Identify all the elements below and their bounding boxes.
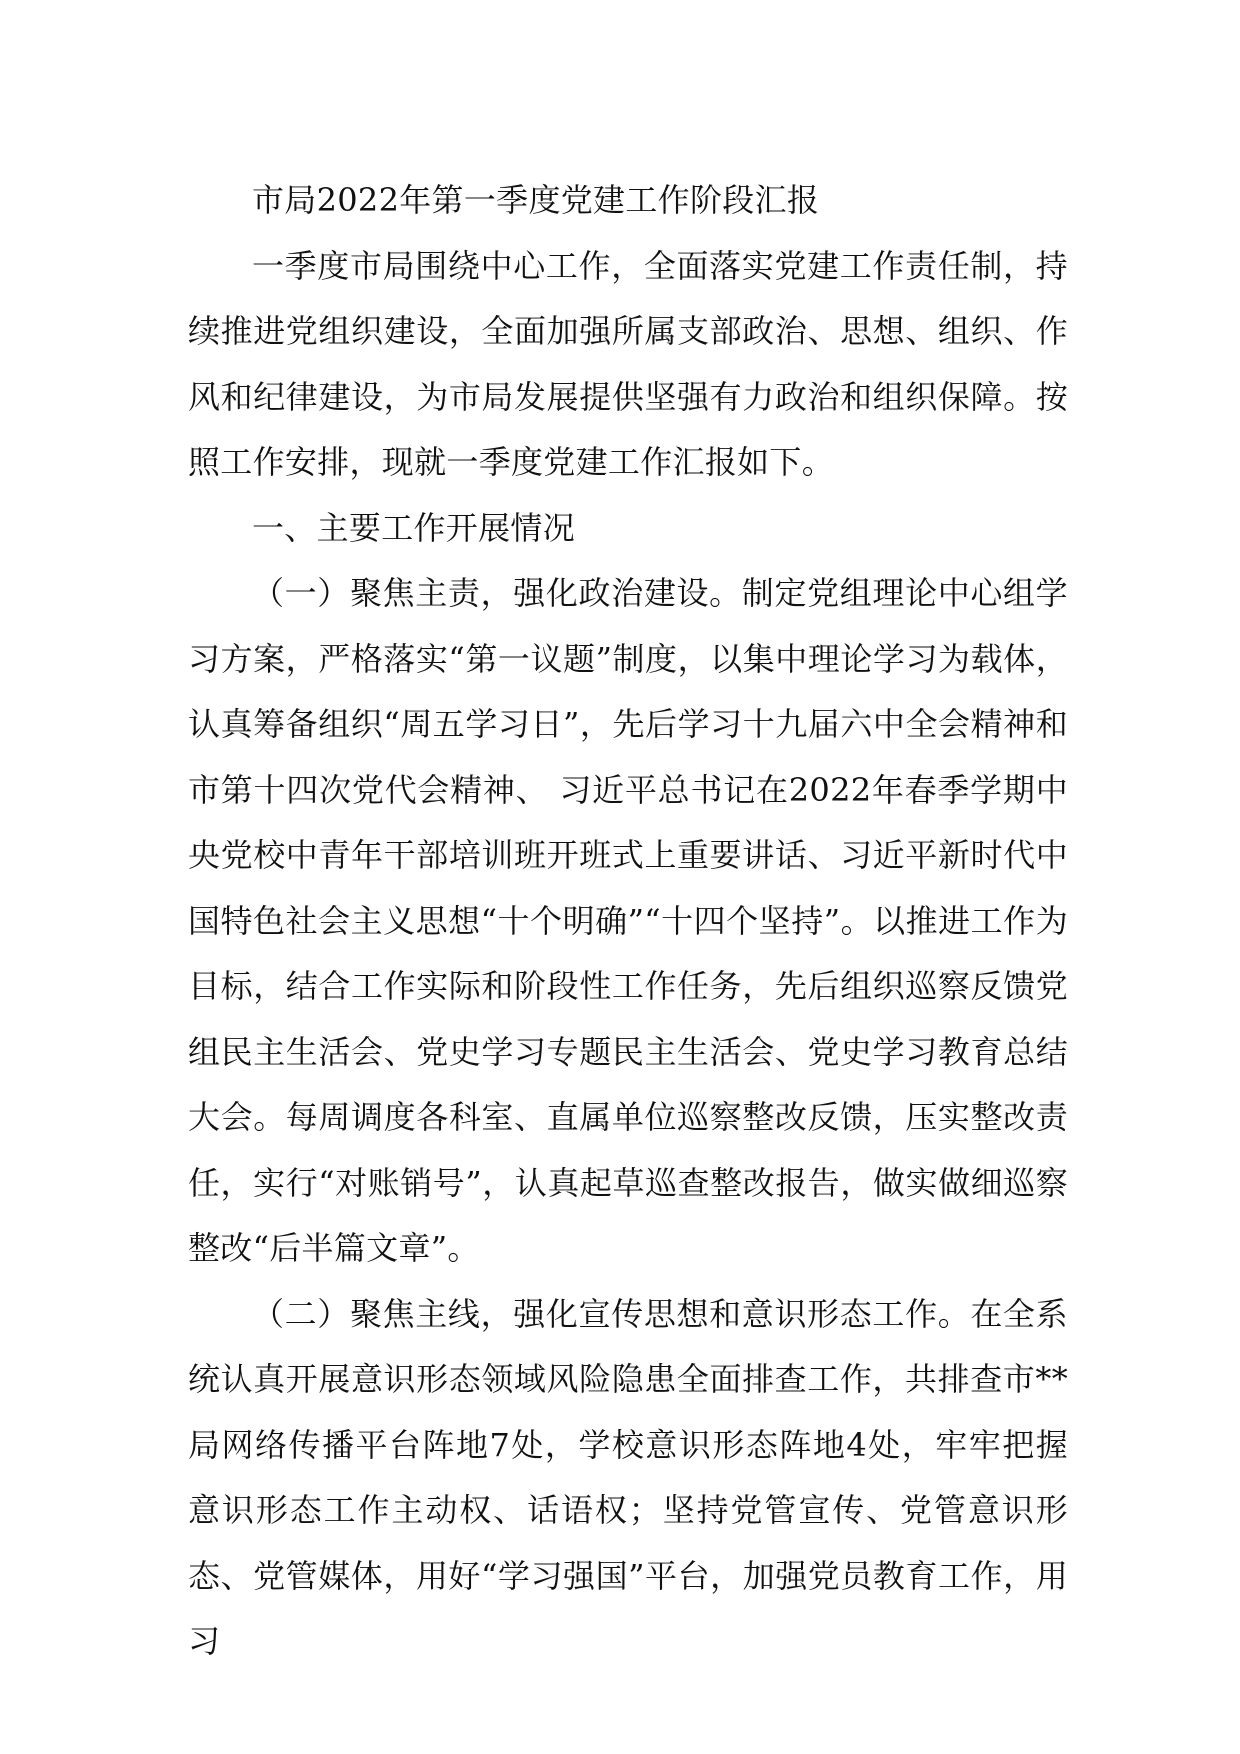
paragraph-political-building: （一）聚焦主责，强化政治建设。制定党组理论中心组学习方案，严格落实“第一议题”制度，以集中理论学习为载体，认真筹备组织“周五学习日”，先后学习十九届六中全会精神和市第十四次党代会精神、 习近平总书记在2022年春季学期中央党校中青年干部培训班开班式上重要讲话、习近平新时代中国特色社会主义思想“十个明确”“十四个坚持”。以推进工作为目标，结合工作实际和阶段性工作任务，先后组织巡察反馈党组民主生活会、党史学习专题民主生活会、党史学习教育总结大会。每周调度各科室、直属单位巡察整改反馈，压实整改责任，实行“对账销号”，认真起草巡查整改报告，做实做细巡察整改“后半篇文章”。 <box>188 574 1068 1267</box>
document-body <box>188 168 1068 1675</box>
intro-paragraph: 一季度市局围绕中心工作，全面落实党建工作责任制，持续推进党组织建设，全面加强所属支部政治、思想、组织、作风和纪律建设，为市局发展提供坚强有力政治和组织保障。按照工作安排，现就一季度党建工作汇报如下。 <box>188 246 1068 481</box>
section-heading: 一、主要工作开展情况 <box>252 508 576 547</box>
paragraph-ideology-work: （二）聚焦主线，强化宣传思想和意识形态工作。在全系统认真开展意识形态领域风险隐患全面排查工作，共排查市**局网络传播平台阵地7处，学校意识形态阵地4处，牢牢把握意识形态工作主动权、话语权；坚持党管宣传、党管意识形态、党管媒体，用好“学习强国”平台，加强党员教育工作，用习 <box>188 1294 1068 1660</box>
document-title: 市局2022年第一季度党建工作阶段汇报 <box>252 181 820 219</box>
